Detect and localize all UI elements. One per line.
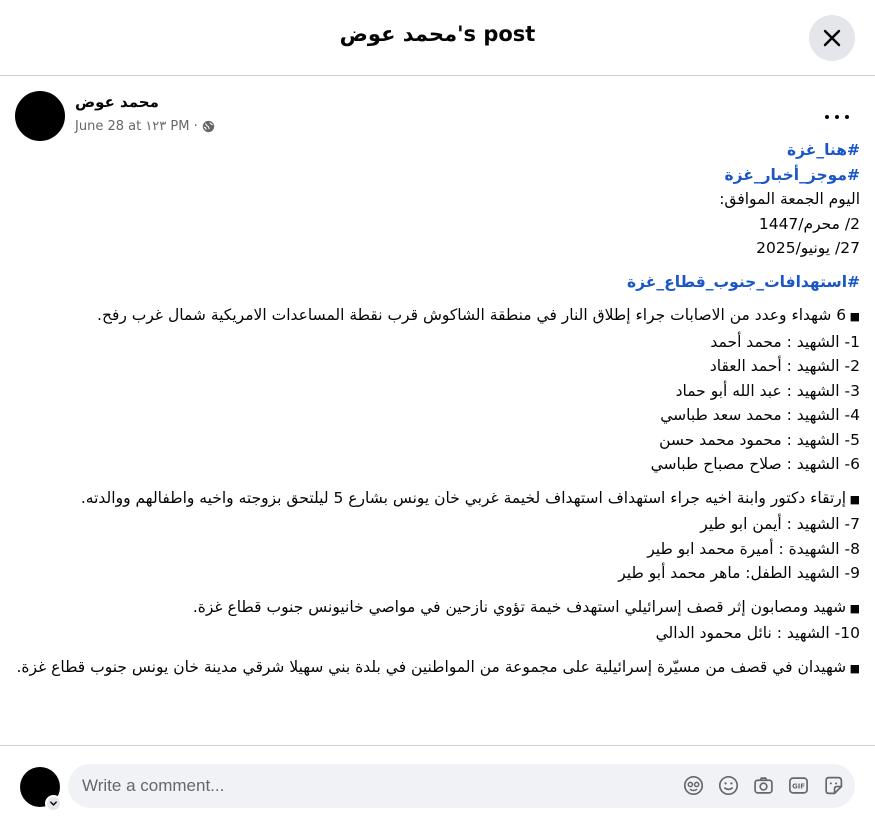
svg-text:GIF: GIF	[792, 782, 805, 791]
gif-icon	[788, 775, 809, 796]
paragraph-gap	[15, 261, 860, 270]
comment-box	[68, 764, 855, 808]
post-meta	[75, 119, 215, 134]
post-line: 9- الشهيد الطفل: ماهر محمد أبو طير	[618, 564, 860, 582]
post-line: 5- الشهيد : محمود محمد حسن	[659, 430, 860, 449]
globe-icon	[202, 120, 215, 133]
sticker-icon	[823, 775, 844, 796]
post-text	[15, 138, 860, 681]
profile-switch-button[interactable]	[45, 795, 62, 812]
paragraph-gap	[15, 477, 860, 486]
news-item: ■ شهيد ومصابون إثر قصف إسرائيلي استهدف خيمة تؤوي نازحين في مواصي خانيونس جنوب قطاع غزة.	[15, 595, 860, 622]
news-item: ■ 6 شهداء وعدد من الاصابات جراء إطلاق النار في منطقة الشاكوش قرب نقطة المساعدات الامريكية شمال غرب رفح.	[15, 303, 860, 330]
post-line: اليوم الجمعة الموافق:	[719, 190, 860, 208]
dialog-title: محمد عوض's post	[339, 22, 536, 46]
news-item: ■ إرتقاء دكتور وابنة اخيه جراء استهداف استهداف لخيمة غربي خان يونس بشارع 5 ليلتحق بزوجته واخيه واطفالهم ووالدته.	[15, 486, 860, 513]
post-timestamp[interactable]: June 28 at ١٢٣ PM ·	[75, 119, 198, 134]
post-line: 10- الشهيد : نائل محمود الدالي	[655, 624, 860, 642]
avatar-sticker-button[interactable]	[682, 774, 705, 797]
close-button[interactable]	[809, 15, 855, 61]
post-header	[15, 91, 860, 143]
gif-button[interactable]	[787, 774, 810, 797]
close-icon	[822, 28, 842, 48]
post-line: 1- الشهيد : محمد أحمد	[710, 332, 860, 351]
post-line: 2- الشهيد : أحمد العقاد	[709, 357, 860, 375]
camera-icon	[753, 775, 774, 796]
chevron-down-icon	[49, 799, 58, 808]
news-item: ■ شهيدان في قصف من مسيّرة إسرائيلية على مجموعة من المواطنين في بلدة بني سهيلا شرقي مدينة خان يونس جنوب قطاع غزة.	[15, 655, 860, 682]
post-line: 3- الشهيد : عبد الله أبو حماد	[675, 381, 860, 400]
comment-composer	[0, 745, 875, 832]
post-line: 2/ محرم/1447	[758, 214, 860, 233]
paragraph-gap	[15, 646, 860, 655]
avatar[interactable]	[15, 91, 65, 141]
post-line: 4- الشهيد : محمد سعد طباسي	[660, 406, 860, 424]
post-line: 27/ يونيو/2025	[756, 239, 860, 257]
dialog-header	[0, 0, 875, 76]
post-line: 6- الشهيد : صلاح مصباح طباسي	[650, 455, 860, 473]
post-line: 8- الشهيدة : أميرة محمد ابو طير	[647, 539, 860, 558]
author-name[interactable]: محمد عوض	[75, 93, 159, 111]
avatar-sticker-icon	[683, 775, 704, 796]
emoji-icon	[718, 775, 739, 796]
paragraph-gap	[15, 294, 860, 303]
hashtag-link[interactable]: #استهدافات_جنوب_قطاع_غزة	[627, 272, 860, 291]
sticker-button[interactable]	[822, 774, 845, 797]
paragraph-gap	[15, 586, 860, 595]
emoji-button[interactable]	[717, 774, 740, 797]
more-options-button[interactable]	[825, 111, 849, 123]
hashtag-link[interactable]: #موجز_أخبار_غزة	[724, 165, 860, 184]
comment-tools	[682, 774, 845, 797]
comment-input[interactable]	[82, 764, 642, 808]
post-line: 7- الشهيد : أيمن ابو طير	[700, 515, 860, 533]
hashtag-link[interactable]: #هنا_غزة	[786, 141, 860, 159]
camera-button[interactable]	[752, 774, 775, 797]
more-icon	[825, 115, 829, 119]
post-content-area[interactable]	[0, 77, 875, 745]
